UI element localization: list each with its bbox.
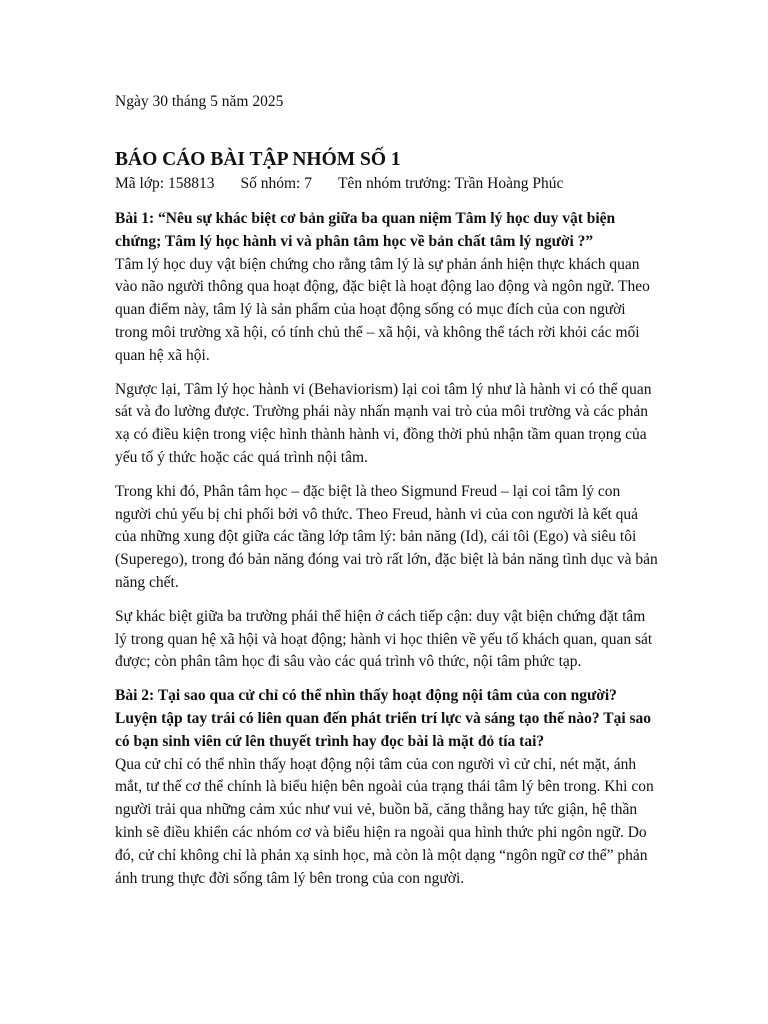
report-date: Ngày 30 tháng 5 năm 2025 xyxy=(115,93,284,110)
question-1: Bài 1: “Nêu sự khác biệt cơ bản giữa ba quan niệm Tâm lý học duy vật biện chứng; Tâm lý học hành vi và phân tâm học về bản chất tâm lý người ?” xyxy=(115,210,616,250)
question-2: Bài 2: Tại sao qua cử chỉ có thể nhìn thấy hoạt động nội tâm của con người? Luyện tập tay trái có liên quan đến phát triển trí lực và sáng tạo thế nào? Tại sao có bạn sinh viên cứ lên thuyết trình hay đọc bài là mặt đỏ tía tai? xyxy=(115,687,652,750)
paragraph: Tâm lý học duy vật biện chứng cho rằng tâm lý là sự phản ánh hiện thực khách quan vào não người thông qua hoạt động, đặc biệt là hoạt động lao động và ngôn ngữ. Theo quan điểm này, tâm lý là sản phẩm của hoạt động sống có mục đích của con người trong môi trường xã hội, có tính chủ thể – xã hội, và không thể tách rời khỏi các mối quan hệ xã hội. xyxy=(115,255,650,364)
report-title: BÁO CÁO BÀI TẬP NHÓM SỐ 1 xyxy=(115,149,401,170)
group-number: Số nhóm: 7 xyxy=(240,175,312,192)
group-leader: Tên nhóm trưởng: Trần Hoàng Phúc xyxy=(337,175,564,192)
paragraph: Ngược lại, Tâm lý học hành vi (Behaviorism) lại coi tâm lý như là hành vi có thể quan sát và đo lường được. Trường phái này nhấn mạnh vai trò của môi trường và các phản xạ có điều kiện trong việc hình thành hành vi, đồng thời phủ nhận tầm quan trọng của yếu tố ý thức hoặc các quá trình nội tâm. xyxy=(115,380,652,466)
report-body xyxy=(115,208,660,901)
paragraph: Trong khi đó, Phân tâm học – đặc biệt là theo Sigmund Freud – lại coi tâm lý con người chủ yếu bị chi phối bởi vô thức. Theo Freud, hành vi của con người là kết quả của những xung đột giữa các tầng lớp tâm lý: bản năng (Id), cái tôi (Ego) và siêu tôi (Superego), trong đó bản năng đóng vai trò rất lớn, đặc biệt là bản năng tình dục và bản năng chết. xyxy=(115,482,658,591)
class-code: Mã lớp: 158813 xyxy=(115,175,215,192)
section-2 xyxy=(115,685,660,890)
paragraph: Qua cử chỉ có thể nhìn thấy hoạt động nội tâm của con người vì cử chỉ, nét mặt, ánh mắt, tư thế cơ thể chính là biểu hiện bên ngoài của trạng thái tâm lý bên trong. Khi con người trải qua những cảm xúc như vui vẻ, buồn bã, căng thẳng hay tức giận, hệ thần kinh sẽ điều khiển các nhóm cơ và biểu hiện ra ngoài qua hình thức phi ngôn ngữ. Do đó, cử chỉ không chỉ là phản xạ sinh học, mà còn là một dạng “ngôn ngữ cơ thể” phản ánh trung thực đời sống tâm lý bên trong của con người. xyxy=(115,755,654,887)
section-1 xyxy=(115,208,660,674)
report-meta xyxy=(115,173,563,195)
paragraph: Sự khác biệt giữa ba trường phái thể hiện ở cách tiếp cận: duy vật biện chứng đặt tâm lý trong quan hệ xã hội và hoạt động; hành vi học thiên về yếu tố khách quan, quan sát được; còn phân tâm học đi sâu vào các quá trình vô thức, nội tâm phức tạp. xyxy=(115,607,653,671)
